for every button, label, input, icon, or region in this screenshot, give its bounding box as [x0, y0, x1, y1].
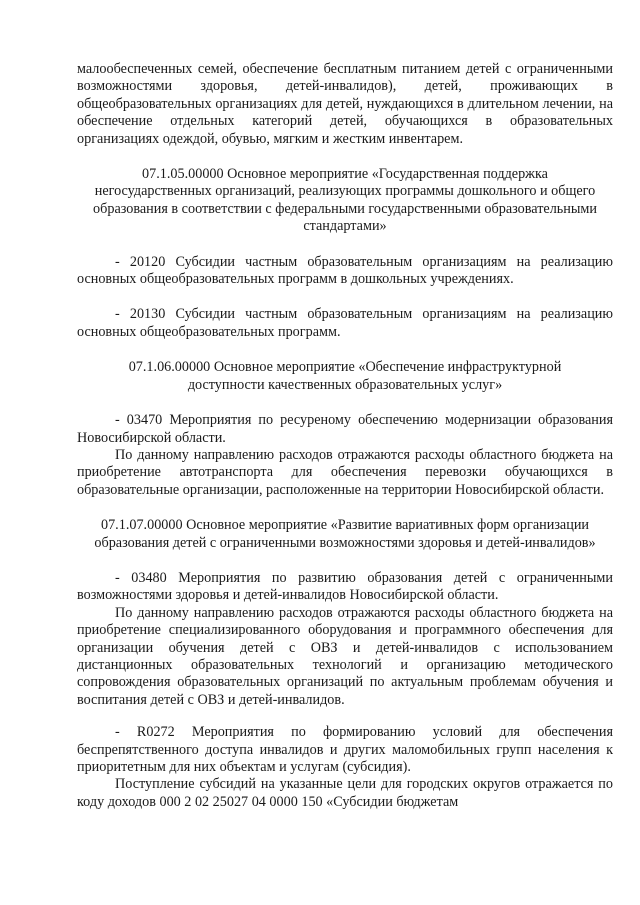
- section-heading-07-1-06: 07.1.06.00000 Основное мероприятие «Обеспечение инфраструктурной доступности качественных образовательных услуг»: [128, 359, 562, 393]
- list-item-03470: - 03470 Мероприятия по ресуреному обеспечению модернизации образования Новосибирской области.: [77, 412, 613, 446]
- spacer: [77, 709, 613, 724]
- income-description-R0272: Поступление субсидий на указанные цели для городских округов отражается по коду доходов 000 2 02 25027 04 0000 150 «Субсидии бюджетам: [77, 776, 613, 810]
- section-heading-07-1-05: 07.1.05.00000 Основное мероприятие «Государственная поддержка негосударственных организаций, реализующих программы дошкольного и общего образования в соответствии с федеральными государственными образовательными стандартами»: [93, 166, 597, 235]
- spacer: [77, 341, 613, 359]
- section-heading-07-1-07: 07.1.07.00000 Основное мероприятие «Развитие вариативных форм организации образования детей с ограниченными возможностями здоровья и детей-инвалидов»: [94, 517, 596, 551]
- list-item-20130: - 20130 Субсидии частным образовательным организациям на реализацию основных общеобразовательных программ.: [77, 306, 613, 340]
- spacer: [77, 394, 613, 412]
- intro-paragraph: малообеспеченных семей, обеспечение бесплатным питанием детей с ограниченными возможностями здоровья, детей-инвалидов), детей, проживающих в общеобразовательных организациях для детей, нуждающихся в длительном лечении, на обеспечение отдельных категорий детей, обучающихся в образовательных организациях одеждой, обувью, мягким и жестким инвентарем.: [77, 61, 613, 147]
- expense-description-03480: По данному направлению расходов отражаются расходы областного бюджета на приобретение специализированного оборудования и программного обеспечения для организации обучения детей с ОВЗ и детей-инвалидов с использованием дистанционных образовательных технологий и организацию методического сопровождения образовательных организаций по актуальным проблемам обучения и воспитания детей с ОВЗ и детей-инвалидов.: [77, 604, 613, 708]
- list-item-R0272: - R0272 Мероприятия по формированию условий для обеспечения беспрепятственного доступа инвалидов и других маломобильных групп населения к приоритетным для них объектам и услугам (субсидия).: [77, 724, 613, 775]
- list-item-20120: - 20120 Субсидии частным образовательным организациям на реализацию основных общеобразовательных программ в дошкольных учреждениях.: [77, 253, 613, 288]
- spacer: [77, 236, 613, 254]
- spacer: [77, 499, 613, 517]
- spacer: [77, 552, 613, 570]
- expense-description-03470: По данному направлению расходов отражаются расходы областного бюджета на приобретение автотранспорта для обеспечения перевозки обучающихся в образовательные организации, расположенные на территории Новосибирской области.: [77, 446, 613, 498]
- document-body: [77, 61, 613, 811]
- list-item-03480: - 03480 Мероприятия по развитию образования детей с ограниченными возможностями здоровья и детей-инвалидов Новосибирской области.: [77, 569, 613, 604]
- spacer: [77, 148, 613, 166]
- spacer: [77, 288, 613, 306]
